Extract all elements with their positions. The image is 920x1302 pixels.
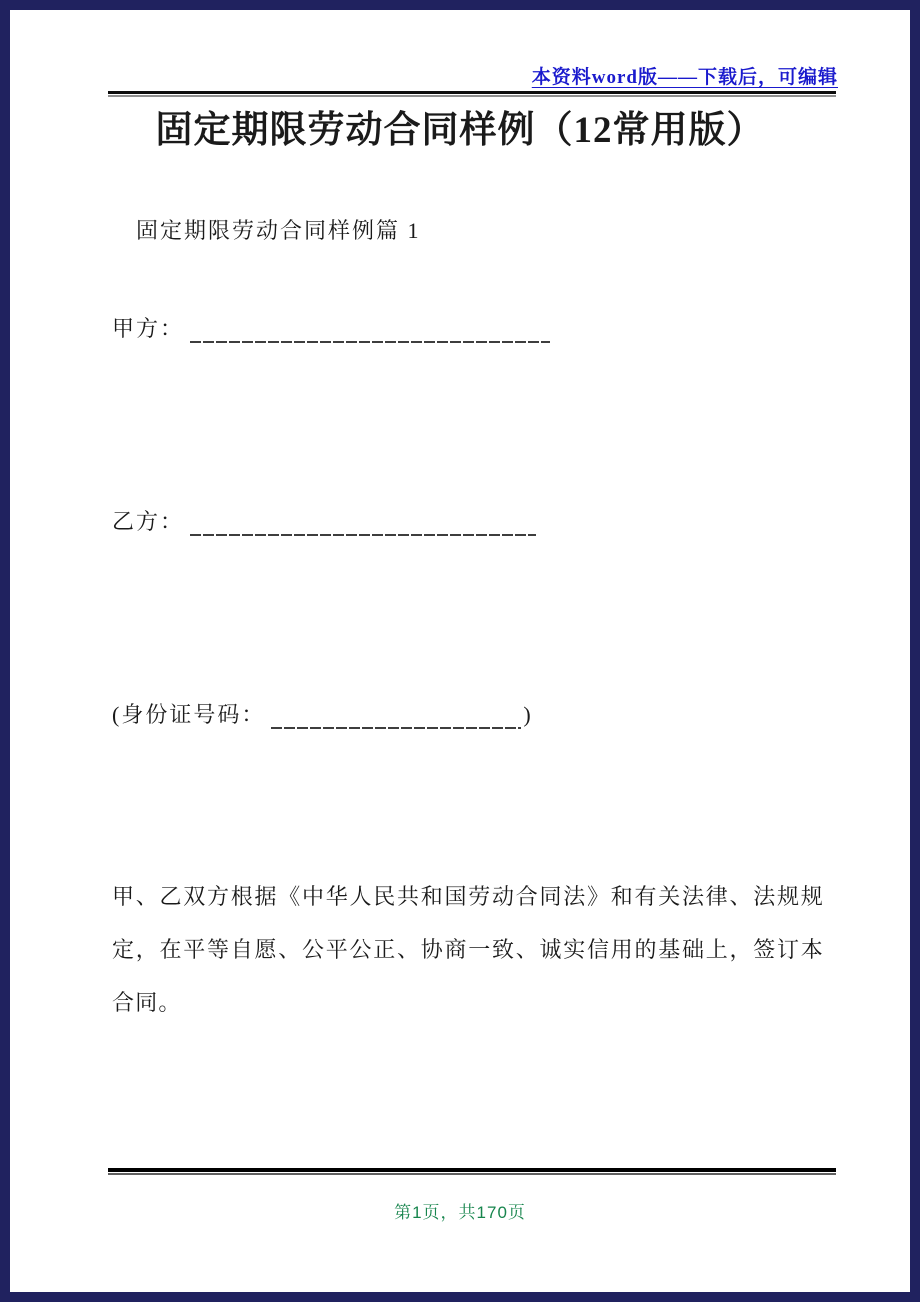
footer-rule <box>108 1168 836 1175</box>
id-number-blank <box>271 719 521 729</box>
party-a-label: 甲方： <box>112 316 185 341</box>
contract-paragraph: 甲、乙双方根据《中华人民共和国劳动合同法》和有关法律、法规规定，在平等自愿、公平公正、协商一致、诚实信用的基础上，签订本合同。 <box>112 884 824 1015</box>
section-heading: 固定期限劳动合同样例篇 1 <box>136 218 421 243</box>
footer-page-number: 第1页，共170页 <box>394 1203 526 1222</box>
party-b-label: 乙方： <box>112 509 185 534</box>
id-number-suffix: ) <box>523 702 533 727</box>
id-number-prefix: (身份证号码： <box>112 702 266 727</box>
header-note: 本资料word版——下载后，可编辑 <box>531 67 838 88</box>
party-b-blank <box>190 526 536 536</box>
id-number-row <box>112 698 533 729</box>
party-a-row <box>112 312 550 343</box>
party-a-blank <box>190 333 550 343</box>
header-rule <box>108 91 836 97</box>
document-title: 固定期限劳动合同样例（12常用版） <box>155 110 765 151</box>
party-b-row <box>112 505 536 536</box>
